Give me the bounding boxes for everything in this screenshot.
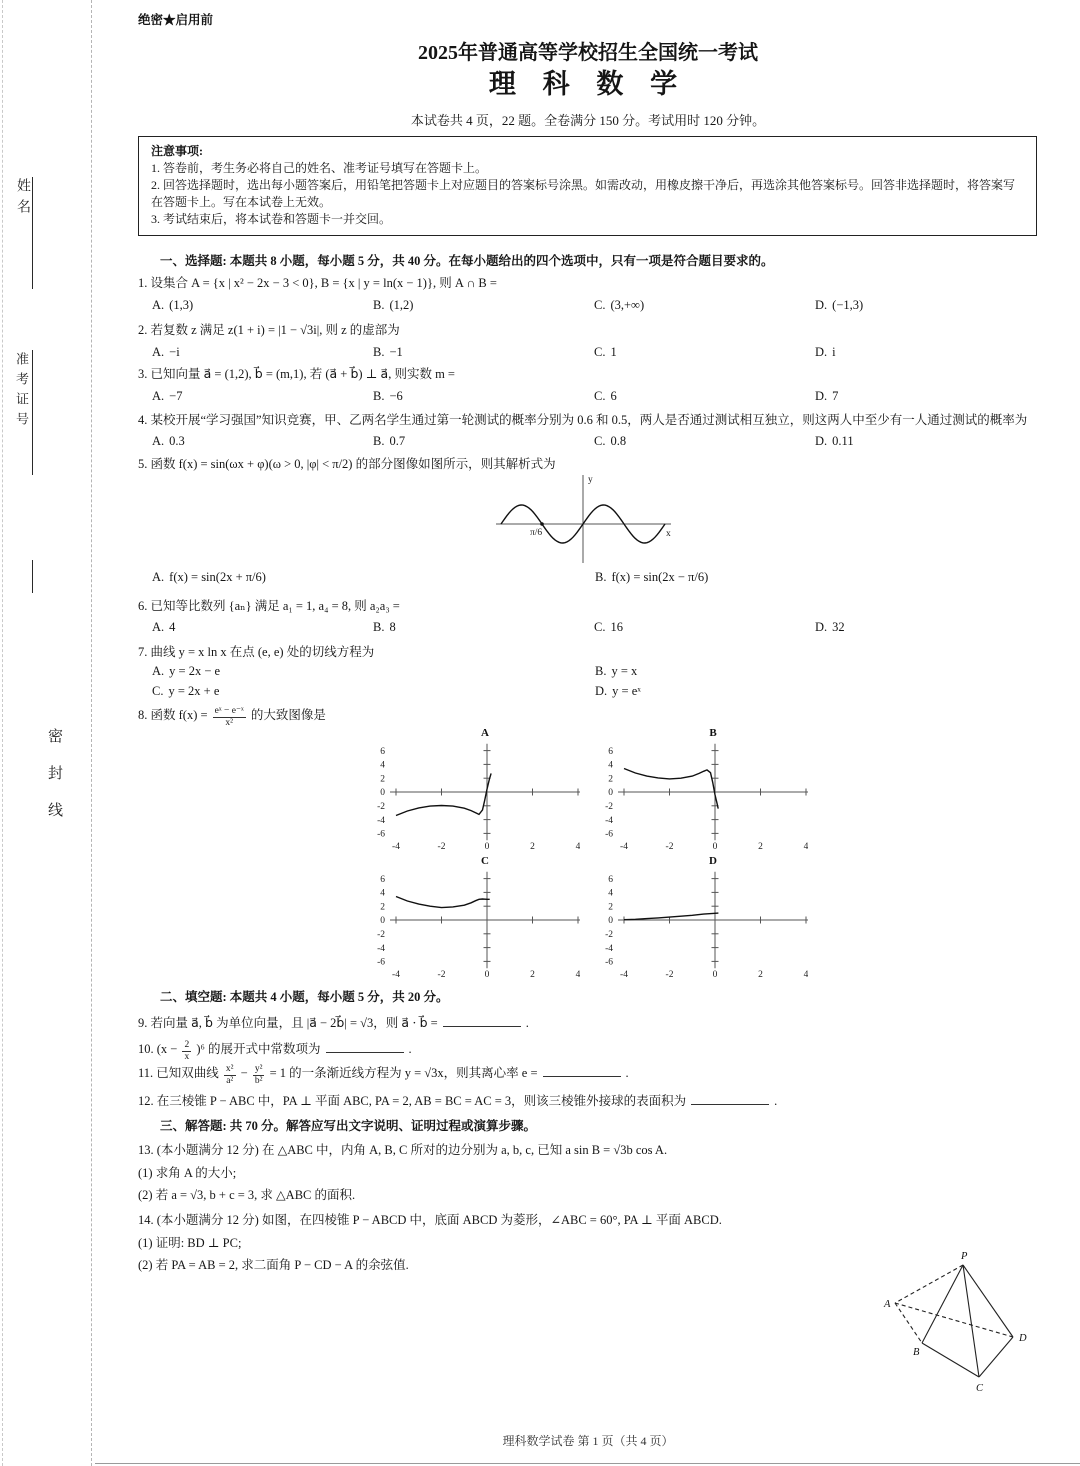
answer-blank-q9 bbox=[443, 1013, 521, 1027]
svg-text:-2: -2 bbox=[665, 970, 674, 980]
question-14-part-1: (1) 证明: BD ⊥ PC; bbox=[138, 1236, 242, 1250]
svg-text:4: 4 bbox=[380, 888, 385, 899]
svg-text:x: x bbox=[666, 529, 671, 539]
svg-text:-4: -4 bbox=[620, 842, 628, 852]
option-q2-d: D. i bbox=[815, 345, 836, 359]
seal-separator-line bbox=[91, 0, 92, 1466]
option-q6-a: A. 4 bbox=[152, 620, 176, 634]
name-write-line bbox=[32, 177, 33, 289]
svg-text:2: 2 bbox=[380, 902, 385, 913]
q11-fraction-2: $\frac{\text{y²}}{\text{b²}}$ bbox=[254, 1064, 263, 1086]
svg-text:-6: -6 bbox=[377, 957, 385, 968]
options-row-q2 bbox=[152, 345, 1038, 360]
option-q2-b: B. −1 bbox=[373, 345, 403, 359]
options-row-q5 bbox=[152, 570, 1038, 585]
question-stem-9: 9. 若向量 a⃗, b⃗ 为单位向量，且 |a⃗ − 2b⃗| = √3，则 a⃗ ⋅ b⃗ = . bbox=[138, 1013, 529, 1032]
options-row-q7-ab bbox=[152, 664, 1038, 679]
q10-fraction: $\frac{2}{x}$ bbox=[184, 1040, 190, 1062]
id-write-line bbox=[32, 350, 33, 475]
svg-text:4: 4 bbox=[380, 760, 385, 771]
svg-text:4: 4 bbox=[608, 888, 613, 899]
exam-title: 2025年普通高等学校招生全国统一考试 bbox=[418, 42, 758, 64]
svg-text:4: 4 bbox=[575, 842, 580, 852]
question-stem-3: 3. 已知向量 a⃗ = (1,2), b⃗ = (m,1), 若 (a⃗ + b⃗) ⊥ a⃗, 则实数 m = bbox=[138, 367, 455, 381]
page-bottom-rule bbox=[95, 1463, 1080, 1464]
svg-text:0: 0 bbox=[608, 916, 613, 927]
answer-blank-q12 bbox=[691, 1091, 769, 1105]
svg-text:6: 6 bbox=[608, 746, 613, 757]
option-q6-b: B. 8 bbox=[373, 620, 396, 634]
question-stem-2: 2. 若复数 z 满足 z(1 + i) = |1 − √3i|, 则 z 的虚部为 bbox=[138, 323, 400, 337]
svg-text:6: 6 bbox=[380, 746, 385, 757]
svg-text:y: y bbox=[588, 475, 593, 485]
option-q2-a: A. −i bbox=[152, 345, 180, 359]
pyramid-vertex-P: P bbox=[961, 1251, 968, 1262]
svg-text:C: C bbox=[481, 855, 489, 867]
option-q5-b: B. f(x) = sin(2x − π/6) bbox=[595, 570, 709, 584]
svg-text:0: 0 bbox=[380, 788, 385, 799]
option-q7-a: A. y = 2x − e bbox=[152, 664, 221, 678]
svg-text:2: 2 bbox=[380, 774, 385, 785]
option-q3-c: C. 6 bbox=[594, 389, 617, 403]
svg-text:4: 4 bbox=[575, 970, 580, 980]
option-q4-d: D. 0.11 bbox=[815, 434, 854, 448]
extra-write-line bbox=[32, 560, 33, 593]
question-stem-12: 12. 在三棱锥 P − ABC 中，PA ⊥ 平面 ABC, PA = 2, AB = BC = AC = 3，则该三棱锥外接球的表面积为 . bbox=[138, 1091, 777, 1110]
svg-text:-2: -2 bbox=[377, 930, 385, 940]
svg-text:-6: -6 bbox=[605, 957, 613, 968]
option-q4-a: A. 0.3 bbox=[152, 434, 185, 448]
question-stem-6: 6. 已知等比数列 {aₙ} 满足 a₁ = 1, a₄ = 8, 则 a₂a₃ = bbox=[138, 599, 400, 613]
svg-text:-2: -2 bbox=[377, 802, 385, 812]
svg-text:A: A bbox=[481, 727, 489, 739]
q11-fraction-1: $\frac{\text{x²}}{\text{a²}}$ bbox=[225, 1064, 234, 1086]
svg-text:6: 6 bbox=[380, 874, 385, 885]
subject-title: 理 科 数 学 bbox=[488, 69, 688, 99]
q8-subplot-C bbox=[360, 853, 588, 981]
sidebar-id-label: 准考证号 bbox=[14, 352, 29, 432]
option-q3-d: D. 7 bbox=[815, 389, 839, 403]
option-q6-d: D. 32 bbox=[815, 620, 845, 634]
page-edge-dashed-line bbox=[2, 0, 3, 1466]
question-stem-13: 13. (本小题满分 12 分) 在 △ABC 中，内角 A, B, C 所对的边分别为 a, b, c, 已知 a sin B = √3b cos A. bbox=[138, 1143, 668, 1157]
svg-text:0: 0 bbox=[712, 970, 718, 980]
answer-blank-q11 bbox=[543, 1063, 621, 1077]
svg-text:0: 0 bbox=[712, 842, 718, 852]
figure-q8-plots bbox=[360, 725, 816, 981]
question-13-part-2: (2) 若 a = √3, b + c = 3, 求 △ABC 的面积. bbox=[138, 1188, 356, 1202]
svg-text:2: 2 bbox=[758, 970, 763, 980]
svg-text:2: 2 bbox=[608, 902, 613, 913]
svg-text:2: 2 bbox=[608, 774, 613, 785]
option-q1-a: A. (1,3) bbox=[152, 298, 194, 312]
notice-item-3: 3. 考试结束后，将本试卷和答题卡一并交回。 bbox=[151, 212, 392, 226]
svg-text:-6: -6 bbox=[605, 829, 613, 840]
question-stem-14: 14. (本小题满分 12 分) 如图，在四棱锥 P − ABCD 中，底面 ABCD 为菱形，∠ABC = 60°, PA ⊥ 平面 ABCD. bbox=[138, 1213, 722, 1227]
figure-q5-sine-graph bbox=[488, 467, 718, 571]
q8-fraction: $\frac{\text{eˣ − e⁻ˣ}}{\text{x²}}$ bbox=[214, 706, 244, 728]
option-q5-a: A. f(x) = sin(2x + π/6) bbox=[152, 570, 266, 584]
svg-text:-2: -2 bbox=[437, 970, 446, 980]
options-row-q1 bbox=[152, 298, 1038, 313]
question-stem-4: 4. 某校开展“学习强国”知识竞赛，甲、乙两名学生通过第一轮测试的概率分别为 0.6 和 0.5，两人是否通过测试相互独立，则这两人中至少有一人通过测试的概率为 bbox=[138, 413, 1028, 427]
svg-text:-4: -4 bbox=[620, 970, 628, 980]
svg-text:B: B bbox=[709, 727, 717, 739]
option-q1-b: B. (1,2) bbox=[373, 298, 414, 312]
question-stem-7: 7. 曲线 y = x ln x 在点 (e, e) 处的切线方程为 bbox=[138, 645, 375, 659]
section2-header: 二、填空题: 本题共 4 小题，每小题 5 分，共 20 分。 bbox=[160, 990, 449, 1004]
options-row-q3 bbox=[152, 389, 1038, 404]
option-q7-c: C. y = 2x + e bbox=[152, 684, 220, 698]
svg-text:-4: -4 bbox=[377, 943, 385, 954]
svg-text:4: 4 bbox=[608, 760, 613, 771]
svg-text:0: 0 bbox=[608, 788, 613, 799]
option-q4-c: C. 0.8 bbox=[594, 434, 627, 448]
svg-text:2: 2 bbox=[530, 842, 535, 852]
svg-text:0: 0 bbox=[484, 970, 490, 980]
svg-text:4: 4 bbox=[803, 842, 808, 852]
option-q2-c: C. 1 bbox=[594, 345, 617, 359]
question-stem-11: 11. 已知双曲线 $\frac{\text{x²}}{\text{a²}}$ − $\frac{\text{y²}}{\text{b²}}$ = 1 的一条渐近线方程为 y = √3x，则其离心率 e = . bbox=[138, 1064, 629, 1086]
svg-text:π/6: π/6 bbox=[530, 528, 543, 538]
svg-text:-4: -4 bbox=[377, 815, 385, 826]
question-14-part-2: (2) 若 PA = AB = 2, 求二面角 P − CD − A 的余弦值. bbox=[138, 1258, 409, 1272]
svg-text:-6: -6 bbox=[377, 829, 385, 840]
options-row-q6 bbox=[152, 620, 1038, 635]
svg-text:2: 2 bbox=[758, 842, 763, 852]
q8-subplot-B bbox=[588, 725, 816, 853]
section3-header: 三、解答题: 共 70 分。解答应写出文字说明、证明过程或演算步骤。 bbox=[160, 1119, 537, 1133]
svg-text:2: 2 bbox=[530, 970, 535, 980]
svg-text:-2: -2 bbox=[605, 802, 613, 812]
question-stem-1: 1. 设集合 A = {x | x² − 2x − 3 < 0}, B = {x | y = ln(x − 1)}, 则 A ∩ B = bbox=[138, 276, 497, 290]
svg-text:0: 0 bbox=[484, 842, 490, 852]
svg-text:-4: -4 bbox=[605, 815, 613, 826]
svg-text:-4: -4 bbox=[392, 842, 400, 852]
q8-subplot-A bbox=[360, 725, 588, 853]
option-q3-b: B. −6 bbox=[373, 389, 403, 403]
pyramid-vertex-A: A bbox=[884, 1299, 891, 1310]
svg-text:-4: -4 bbox=[605, 943, 613, 954]
svg-text:4: 4 bbox=[803, 970, 808, 980]
sidebar-seal-label: 密封线 bbox=[46, 728, 62, 839]
question-13-part-1: (1) 求角 A 的大小; bbox=[138, 1166, 237, 1180]
question-stem-5: 5. 函数 f(x) = sin(ωx + φ)(ω > 0, |φ| < π/2) 的部分图像如图所示，则其解析式为 bbox=[138, 457, 556, 471]
option-q6-c: C. 16 bbox=[594, 620, 623, 634]
svg-text:-4: -4 bbox=[392, 970, 400, 980]
svg-text:-2: -2 bbox=[605, 930, 613, 940]
notice-item-1: 1. 答卷前，考生务必将自己的姓名、准考证号填写在答题卡上。 bbox=[151, 161, 488, 175]
paper-info-line: 本试卷共 4 页，22 题。全卷满分 150 分。考试用时 120 分钟。 bbox=[410, 113, 766, 128]
section1-header: 一、选择题: 本题共 8 小题，每小题 5 分，共 40 分。在每小题给出的四个选项中，只有一项是符合题目要求的。 bbox=[160, 254, 774, 268]
svg-text:D: D bbox=[709, 855, 717, 867]
svg-text:-2: -2 bbox=[437, 842, 446, 852]
option-q3-a: A. −7 bbox=[152, 389, 183, 403]
notice-box bbox=[138, 136, 1037, 236]
option-q4-b: B. 0.7 bbox=[373, 434, 406, 448]
option-q1-d: D. (−1,3) bbox=[815, 298, 864, 312]
option-q7-b: B. y = x bbox=[595, 664, 638, 678]
notice-item-2: 2. 回答选择题时，选出每小题答案后，用铅笔把答题卡上对应题目的答案标号涂黑。如需改动，用橡皮擦干净后，再选涂其他答案标号。回答非选择题时，将答案写在答题卡上。写在本试卷上无效。 bbox=[151, 178, 1016, 209]
pyramid-vertex-D: D bbox=[1019, 1333, 1027, 1344]
q8-subplot-D bbox=[588, 853, 816, 981]
sidebar-name-label: 姓名 bbox=[15, 178, 30, 220]
notice-title: 注意事项: bbox=[151, 144, 203, 158]
figure-q14-pyramid bbox=[866, 1248, 1036, 1406]
pyramid-vertex-C: C bbox=[976, 1383, 984, 1394]
answer-blank-q10 bbox=[326, 1039, 404, 1053]
option-q7-d: D. y = eˣ bbox=[595, 684, 641, 698]
option-q1-c: C. (3,+∞) bbox=[594, 298, 645, 312]
options-row-q4 bbox=[152, 434, 1038, 449]
svg-text:6: 6 bbox=[608, 874, 613, 885]
footer-page-info: 理科数学试卷 第 1 页（共 4 页） bbox=[502, 1434, 674, 1448]
options-row-q7-cd bbox=[152, 684, 1038, 699]
question-stem-8: 8. 函数 f(x) = $\frac{\text{eˣ − e⁻ˣ}}{\text{x²}}$ 的大致图像是 bbox=[138, 706, 326, 728]
classification-banner: 绝密★启用前 bbox=[138, 13, 214, 27]
pyramid-vertex-B: B bbox=[913, 1347, 920, 1358]
svg-text:0: 0 bbox=[380, 916, 385, 927]
svg-text:-2: -2 bbox=[665, 842, 674, 852]
question-stem-10: 10. (x − $\frac{2}{x}$ )⁶ 的展开式中常数项为 . bbox=[138, 1040, 412, 1062]
